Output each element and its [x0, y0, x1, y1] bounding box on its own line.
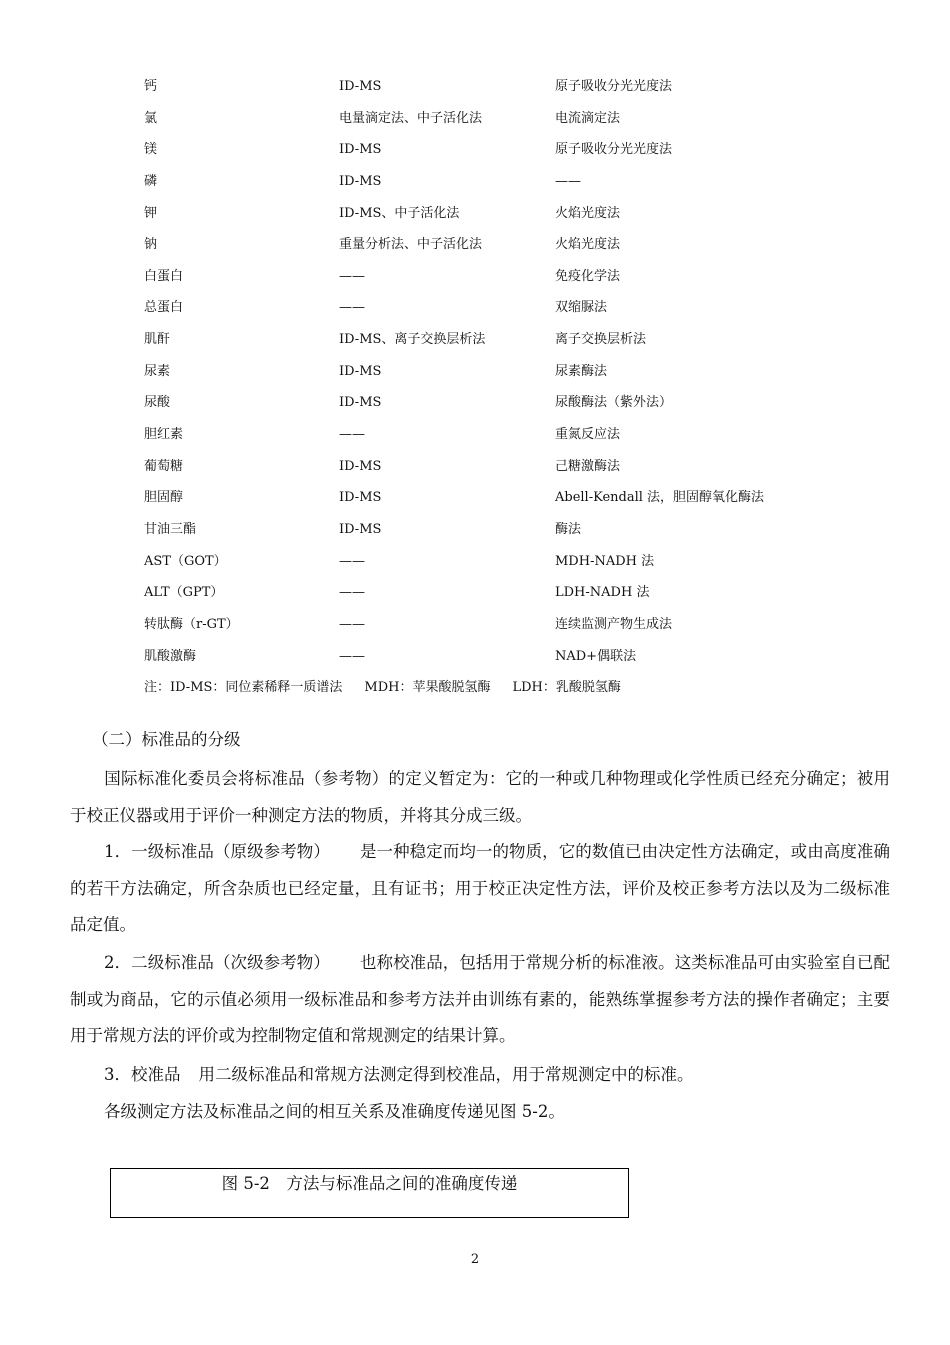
definitive-method-cell: ——	[339, 585, 365, 601]
reference-method-cell: 火焰光度法	[555, 205, 621, 221]
definitive-method-cell: ID-MS	[339, 363, 382, 379]
definitive-method-cell: ——	[339, 268, 365, 284]
analyte-cell: AST（GOT）	[144, 553, 227, 569]
table-row	[0, 451, 950, 483]
analyte-cell: 甘油三酯	[144, 521, 197, 537]
reference-method-cell: 己糖激酶法	[555, 458, 621, 474]
analyte-cell: 葡萄糖	[144, 458, 184, 474]
analyte-cell: 胆红素	[144, 427, 184, 443]
primary-standard-term: 1．一级标准品（原级参考物）	[104, 842, 330, 861]
reference-method-cell: 酶法	[555, 521, 582, 537]
analyte-cell: 尿酸	[144, 395, 171, 411]
table-row	[0, 419, 950, 451]
definitive-method-cell: ID-MS	[339, 521, 382, 537]
definitive-method-cell: ID-MS、中子活化法	[339, 205, 460, 221]
analyte-cell: 胆固醇	[144, 490, 184, 506]
definitive-method-cell: ——	[339, 616, 365, 632]
page-number: 2	[470, 1252, 480, 1267]
analyte-cell: 肌酸激酶	[144, 648, 197, 664]
table-row	[0, 261, 950, 293]
analyte-cell: 钠	[144, 237, 158, 253]
table-row	[0, 577, 950, 609]
reference-method-cell: 免疫化学法	[555, 268, 621, 284]
analyte-cell: 尿素	[144, 363, 171, 379]
reference-method-cell: 尿素酶法	[555, 363, 608, 379]
reference-method-cell: 双缩脲法	[555, 300, 608, 316]
note-mdh: MDH：苹果酸脱氢酶	[364, 680, 491, 695]
table-row	[0, 641, 950, 673]
table-row	[0, 387, 950, 419]
secondary-standard-term: 2．二级标准品（次级参考物）	[104, 953, 330, 972]
table-row	[0, 514, 950, 546]
primary-standard-text: 是一种稳定而均一的物质，它的数值已由决定性方法确定，或由高度准确的若干方法确定，所含杂质也已经定量，且有证书；用于校正决定性方法，评价及校正参考方法以及为二级标准品定值。	[70, 842, 891, 934]
reference-method-cell: Abell-Kendall 法，胆固醇氧化酶法	[555, 490, 765, 506]
paragraph-calibrator	[70, 1057, 890, 1094]
definitive-method-cell: ——	[339, 553, 365, 569]
analyte-cell: 肌酐	[144, 332, 171, 348]
definitive-method-cell: ID-MS	[339, 79, 382, 94]
calibrator-term: 3．校准品	[104, 1065, 181, 1084]
reference-method-cell: ——	[555, 173, 581, 189]
figure-reference-text: 各级测定方法及标准品之间的相互关系及准确度传递见图 5-2。	[104, 1102, 565, 1121]
table-row	[0, 609, 950, 641]
table-row	[0, 229, 950, 261]
table-row	[0, 324, 950, 356]
analyte-cell: 氯	[144, 110, 158, 126]
definitive-method-cell: ID-MS	[339, 142, 382, 158]
definitive-method-cell: ID-MS、离子交换层析法	[339, 332, 486, 348]
table-row	[0, 166, 950, 198]
reference-method-cell: 离子交换层析法	[555, 332, 647, 348]
table-row	[0, 292, 950, 324]
table-row	[0, 546, 950, 578]
reference-method-cell: 尿酸酶法（紫外法）	[555, 395, 673, 411]
table-row	[0, 71, 950, 103]
paragraph-definition	[70, 761, 890, 834]
definitive-method-cell: ——	[339, 427, 365, 443]
note-idms: 注：ID-MS：同位素稀释一质谱法	[144, 680, 343, 695]
analyte-cell: 镁	[144, 142, 158, 158]
table-note	[144, 676, 643, 695]
reference-method-cell: 原子吸收分光光度法	[555, 79, 673, 94]
methods-table	[0, 71, 950, 672]
section-heading: （二）标准品的分级	[92, 730, 241, 749]
analyte-cell: 磷	[144, 173, 158, 189]
table-row	[0, 103, 950, 135]
analyte-cell: 钙	[144, 79, 158, 94]
reference-method-cell: MDH-NADH 法	[555, 553, 655, 569]
table-row	[0, 482, 950, 514]
definitive-method-cell: ID-MS	[339, 458, 382, 474]
reference-method-cell: 连续监测产物生成法	[555, 616, 673, 632]
note-ldh: LDH：乳酸脱氢酶	[512, 680, 621, 695]
definitive-method-cell: ID-MS	[339, 395, 382, 411]
analyte-cell: 白蛋白	[144, 268, 184, 284]
table-row	[0, 198, 950, 230]
secondary-standard-text: 也称校准品，包括用于常规分析的标准液。这类标准品可由实验室自已配制或为商品，它的示值必须用一级标准品和参考方法并由训练有素的，能熟练掌握参考方法的操作者确定；主要用于常规方法的评价或为控制物定值和常规测定的结果计算。	[70, 953, 891, 1045]
analyte-cell: 钾	[144, 205, 158, 221]
paragraph-definition-text: 国际标准化委员会将标准品（参考物）的定义暂定为：它的一种或几种物理或化学性质已经充分确定；被用于校正仪器或用于评价一种测定方法的物质，并将其分成三级。	[70, 769, 890, 825]
paragraph-primary-standard	[70, 834, 890, 944]
definitive-method-cell: ——	[339, 300, 365, 316]
definitive-method-cell: 重量分析法、中子活化法	[339, 237, 483, 253]
definitive-method-cell: ID-MS	[339, 490, 382, 506]
reference-method-cell: LDH-NADH 法	[555, 585, 650, 601]
reference-method-cell: 原子吸收分光光度法	[555, 142, 673, 158]
reference-method-cell: 重氮反应法	[555, 427, 621, 443]
definitive-method-cell: 电量滴定法、中子活化法	[339, 110, 483, 126]
paragraph-figure-reference	[70, 1094, 890, 1131]
figure-title: 图 5-2 方法与标准品之间的准确度传递	[221, 1174, 518, 1193]
definitive-method-cell: ID-MS	[339, 173, 382, 189]
reference-method-cell: NAD+偶联法	[555, 648, 637, 664]
analyte-cell: 转肽酶（r-GT）	[144, 616, 239, 632]
paragraph-secondary-standard	[70, 945, 890, 1055]
calibrator-text: 用二级标准品和常规方法测定得到校准品，用于常规测定中的标准。	[198, 1065, 694, 1084]
analyte-cell: 总蛋白	[144, 300, 184, 316]
definitive-method-cell: ——	[339, 648, 365, 664]
table-row	[0, 134, 950, 166]
analyte-cell: ALT（GPT）	[144, 585, 224, 601]
reference-method-cell: 火焰光度法	[555, 237, 621, 253]
figure-box	[110, 1168, 629, 1218]
reference-method-cell: 电流滴定法	[555, 110, 621, 126]
table-row	[0, 356, 950, 388]
